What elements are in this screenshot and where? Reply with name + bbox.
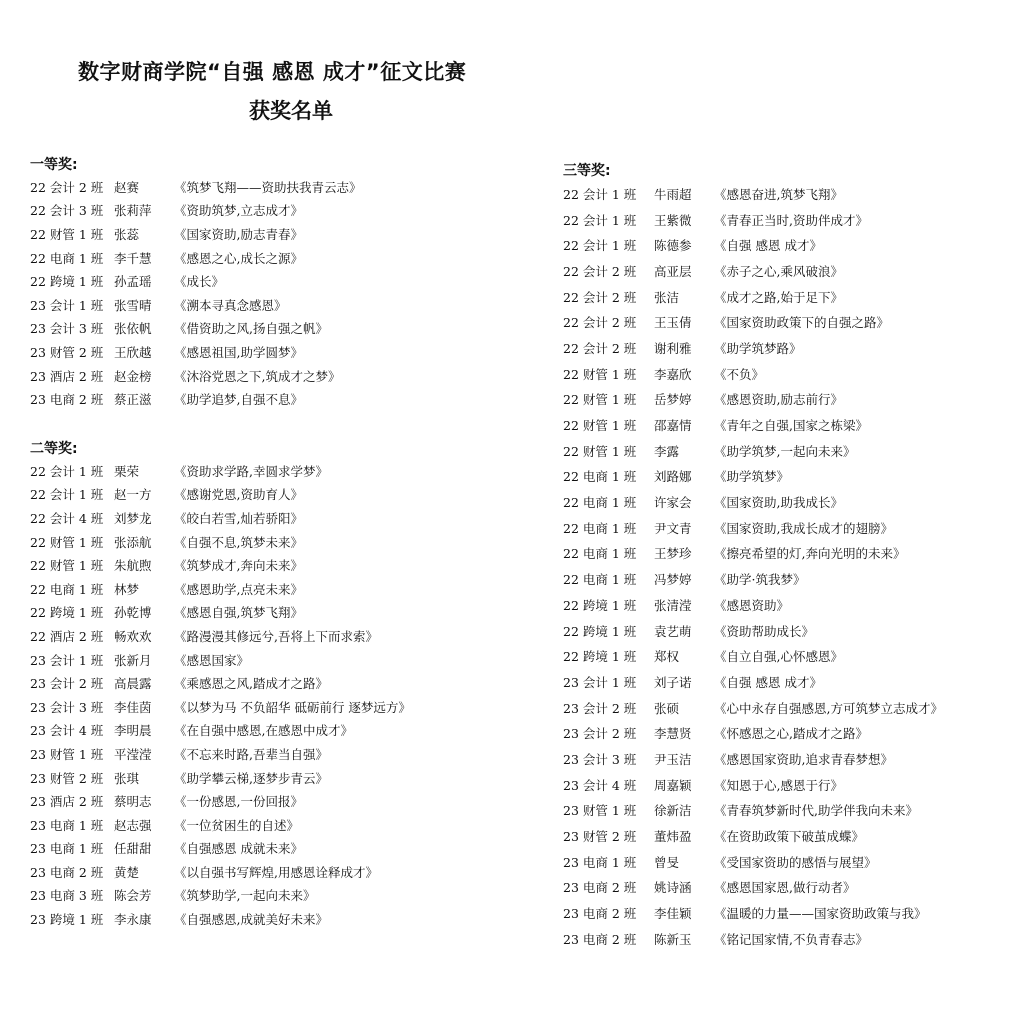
student-name: 王玉倩 (654, 315, 692, 331)
winner-row (563, 643, 943, 669)
essay-title: 《以自强书写辉煌,用感恩诠释成才》 (174, 864, 378, 880)
essay-title: 《感恩国家资助,追求青春梦想》 (714, 751, 893, 767)
class-name: 22 会计 2 班 (563, 289, 637, 305)
class-name: 23 财管 1 班 (563, 803, 637, 819)
winner-row (30, 293, 362, 317)
essay-title: 《感恩祖国,助学圆梦》 (174, 344, 303, 360)
winner-row (30, 387, 362, 411)
essay-title: 《自强 感恩 成才》 (714, 238, 822, 254)
student-name: 赵赛 (114, 179, 140, 195)
class-name: 22 财管 1 班 (563, 443, 637, 459)
winner-row (563, 798, 943, 824)
student-name: 姚诗涵 (654, 880, 692, 896)
winner-row (30, 199, 362, 223)
student-name: 蔡正滋 (114, 392, 152, 408)
class-name: 22 财管 1 班 (30, 558, 104, 574)
third-prize-heading: 三等奖: (563, 163, 611, 179)
student-name: 张蕊 (114, 226, 140, 242)
class-name: 23 跨境 1 班 (30, 912, 104, 928)
essay-title: 《赤子之心,乘风破浪》 (714, 263, 843, 279)
winner-row (30, 506, 411, 530)
class-name: 22 会计 2 班 (563, 315, 637, 331)
class-name: 23 电商 2 班 (563, 880, 637, 896)
student-name: 赵一方 (114, 487, 152, 503)
student-name: 王紫微 (654, 212, 692, 228)
class-name: 22 会计 1 班 (30, 463, 104, 479)
winner-row (563, 361, 943, 387)
class-name: 22 财管 1 班 (563, 392, 637, 408)
class-name: 22 会计 1 班 (30, 487, 104, 503)
winner-row (563, 207, 943, 233)
first-prize-heading: 一等奖: (30, 157, 78, 173)
winner-row (30, 364, 362, 388)
winner-row (563, 489, 943, 515)
class-name: 22 电商 1 班 (563, 572, 637, 588)
winner-row (30, 719, 411, 743)
winner-row (30, 695, 411, 719)
winner-row (563, 412, 943, 438)
essay-title: 《筑梦助学,一起向未来》 (174, 888, 316, 904)
student-name: 李慧贤 (654, 726, 692, 742)
class-name: 23 会计 4 班 (563, 777, 637, 793)
winner-row (30, 742, 411, 766)
student-name: 张依帆 (114, 321, 152, 337)
winner-row (30, 837, 411, 861)
student-name: 陈德参 (654, 238, 692, 254)
student-name: 徐新洁 (654, 803, 692, 819)
student-name: 李佳茵 (114, 699, 152, 715)
essay-title: 《成才之路,始于足下》 (714, 289, 843, 305)
student-name: 刘路娜 (654, 469, 692, 485)
class-name: 22 财管 1 班 (30, 534, 104, 550)
essay-title: 《助学追梦,自强不息》 (174, 392, 303, 408)
student-name: 赵金榜 (114, 368, 152, 384)
winner-row (30, 766, 411, 790)
class-name: 23 会计 1 班 (30, 652, 104, 668)
essay-title: 《温暖的力量——国家资助政策与我》 (714, 906, 927, 922)
student-name: 陈新玉 (654, 931, 692, 947)
class-name: 22 会计 4 班 (30, 510, 104, 526)
essay-title: 《不忘来时路,吾辈当自强》 (174, 746, 328, 762)
student-name: 高亚层 (654, 263, 692, 279)
essay-title: 《助学筑梦,一起向未来》 (714, 443, 856, 459)
essay-title: 《青春正当时,资助伴成才》 (714, 212, 868, 228)
essay-title: 《感恩助学,点亮未来》 (174, 581, 303, 597)
student-name: 孙乾博 (114, 605, 152, 621)
student-name: 蔡明志 (114, 794, 152, 810)
winner-row (30, 269, 362, 293)
essay-title: 《以梦为马 不负韶华 砥砺前行 逐梦远方》 (174, 699, 411, 715)
student-name: 李千慧 (114, 250, 152, 266)
student-name: 岳梦婷 (654, 392, 692, 408)
essay-title: 《沐浴党恩之下,筑成才之梦》 (174, 368, 341, 384)
essay-title: 《感恩资助》 (714, 597, 790, 613)
class-name: 23 电商 1 班 (30, 817, 104, 833)
student-name: 黄楚 (114, 864, 140, 880)
student-name: 冯梦婷 (654, 572, 692, 588)
class-name: 23 会计 3 班 (30, 699, 104, 715)
essay-title: 《在资助政策下破茧成蝶》 (714, 829, 865, 845)
student-name: 任甜甜 (114, 841, 152, 857)
class-name: 23 电商 2 班 (30, 864, 104, 880)
essay-title: 《国家资助,助我成长》 (714, 495, 843, 511)
class-name: 23 会计 1 班 (563, 674, 637, 690)
class-name: 23 财管 2 班 (30, 344, 104, 360)
essay-title: 《自强感恩 成就未来》 (174, 841, 303, 857)
winner-row (30, 884, 411, 908)
student-name: 李永康 (114, 912, 152, 928)
student-name: 邵嘉情 (654, 418, 692, 434)
winner-row (563, 592, 943, 618)
student-name: 平滢滢 (114, 746, 152, 762)
essay-title: 《铭记国家情,不负青春志》 (714, 931, 868, 947)
essay-title: 《一位贫困生的自述》 (174, 817, 300, 833)
essay-title: 《筑梦飞翔——资助扶我青云志》 (174, 179, 362, 195)
student-name: 孙孟瑶 (114, 274, 152, 290)
student-name: 谢利雅 (654, 340, 692, 356)
essay-title: 《一份感恩,一份回报》 (174, 794, 303, 810)
class-name: 23 会计 2 班 (30, 676, 104, 692)
essay-title: 《感恩自强,筑梦飞翔》 (174, 605, 303, 621)
class-name: 22 财管 1 班 (563, 418, 637, 434)
winner-row (563, 669, 943, 695)
class-name: 22 跨境 1 班 (563, 623, 637, 639)
essay-title: 《资助筑梦,立志成才》 (174, 203, 303, 219)
second-prize-heading: 二等奖: (30, 441, 78, 457)
class-name: 22 电商 1 班 (30, 581, 104, 597)
student-name: 陈会芳 (114, 888, 152, 904)
student-name: 张硕 (654, 700, 680, 716)
student-name: 曾旻 (654, 854, 680, 870)
essay-title: 《助学攀云梯,逐梦步青云》 (174, 770, 328, 786)
student-name: 赵志强 (114, 817, 152, 833)
essay-title: 《助学·筑我梦》 (714, 572, 806, 588)
class-name: 23 电商 3 班 (30, 888, 104, 904)
class-name: 23 会计 2 班 (563, 700, 637, 716)
student-name: 李佳颖 (654, 906, 692, 922)
essay-title: 《国家资助政策下的自强之路》 (714, 315, 890, 331)
winner-row (30, 577, 411, 601)
winner-row (30, 601, 411, 625)
class-name: 23 电商 2 班 (563, 931, 637, 947)
essay-title: 《溯本寻真念感恩》 (174, 297, 287, 313)
essay-title: 《自强 感恩 成才》 (714, 674, 822, 690)
essay-title: 《青春筑梦新时代,助学伴我向未来》 (714, 803, 918, 819)
student-name: 林梦 (114, 581, 140, 597)
winner-row (563, 772, 943, 798)
class-name: 22 跨境 1 班 (30, 274, 104, 290)
winner-row (563, 823, 943, 849)
student-name: 郑权 (654, 649, 680, 665)
class-name: 22 电商 1 班 (563, 546, 637, 562)
third-prize-list (563, 181, 943, 952)
class-name: 22 财管 1 班 (563, 366, 637, 382)
winner-row (563, 541, 943, 567)
essay-title: 《感恩资助,励志前行》 (714, 392, 843, 408)
winner-row (563, 618, 943, 644)
student-name: 栗荣 (114, 463, 140, 479)
winner-row (563, 566, 943, 592)
class-name: 22 会计 2 班 (563, 263, 637, 279)
winner-row (30, 222, 362, 246)
essay-title: 《助学筑梦路》 (714, 340, 802, 356)
essay-title: 《自强不息,筑梦未来》 (174, 534, 303, 550)
winner-row (30, 813, 411, 837)
winner-row (30, 483, 411, 507)
student-name: 尹玉洁 (654, 751, 692, 767)
essay-title: 《自立自强,心怀感恩》 (714, 649, 843, 665)
winner-row (30, 648, 411, 672)
class-name: 22 财管 1 班 (30, 226, 104, 242)
winner-row (30, 246, 362, 270)
student-name: 许家会 (654, 495, 692, 511)
student-name: 朱航煦 (114, 558, 152, 574)
essay-title: 《乘感恩之风,踏成才之路》 (174, 676, 328, 692)
student-name: 刘子诺 (654, 674, 692, 690)
essay-title: 《擦亮希望的灯,奔向光明的未来》 (714, 546, 906, 562)
class-name: 22 电商 1 班 (30, 250, 104, 266)
essay-title: 《不负》 (714, 366, 765, 382)
class-name: 22 会计 3 班 (30, 203, 104, 219)
essay-title: 《资助帮助成长》 (714, 623, 815, 639)
winner-row (30, 317, 362, 341)
class-name: 23 会计 4 班 (30, 723, 104, 739)
essay-title: 《国家资助,励志青春》 (174, 226, 303, 242)
student-name: 尹文青 (654, 520, 692, 536)
student-name: 张清滢 (654, 597, 692, 613)
first-prize-list (30, 175, 362, 411)
student-name: 王欣越 (114, 344, 152, 360)
student-name: 牛雨超 (654, 186, 692, 202)
winner-row (30, 671, 411, 695)
class-name: 23 电商 1 班 (563, 854, 637, 870)
essay-title: 《受国家资助的感悟与展望》 (714, 854, 877, 870)
winner-row (563, 746, 943, 772)
winner-row (563, 309, 943, 335)
essay-title: 《在自强中感恩,在感恩中成才》 (174, 723, 353, 739)
winner-row (30, 175, 362, 199)
class-name: 23 财管 2 班 (30, 770, 104, 786)
class-name: 22 会计 1 班 (563, 186, 637, 202)
winner-row (563, 181, 943, 207)
essay-title: 《借资助之风,扬自强之帆》 (174, 321, 328, 337)
essay-title: 《心中永存自强感恩,方可筑梦立志成才》 (714, 700, 943, 716)
student-name: 张琪 (114, 770, 140, 786)
essay-title: 《筑梦成才,奔向未来》 (174, 558, 303, 574)
winner-row (30, 530, 411, 554)
winner-row (563, 335, 943, 361)
essay-title: 《感恩之心,成长之源》 (174, 250, 303, 266)
essay-title: 《国家资助,我成长成才的翅膀》 (714, 520, 893, 536)
winner-row (30, 459, 411, 483)
winner-row (563, 464, 943, 490)
student-name: 张洁 (654, 289, 680, 305)
student-name: 刘梦龙 (114, 510, 152, 526)
class-name: 23 财管 1 班 (30, 746, 104, 762)
class-name: 23 电商 2 班 (30, 392, 104, 408)
essay-title: 《青年之自强,国家之栋梁》 (714, 418, 868, 434)
second-prize-list (30, 459, 411, 931)
winner-row (563, 387, 943, 413)
class-name: 22 酒店 2 班 (30, 628, 104, 644)
essay-title: 《感谢党恩,资助育人》 (174, 487, 303, 503)
class-name: 23 酒店 2 班 (30, 368, 104, 384)
class-name: 22 会计 1 班 (563, 212, 637, 228)
student-name: 李嘉欣 (654, 366, 692, 382)
essay-title: 《助学筑梦》 (714, 469, 790, 485)
student-name: 周嘉颖 (654, 777, 692, 793)
student-name: 张新月 (114, 652, 152, 668)
student-name: 畅欢欢 (114, 628, 152, 644)
student-name: 张添航 (114, 534, 152, 550)
class-name: 22 电商 1 班 (563, 469, 637, 485)
winner-row (563, 232, 943, 258)
essay-title: 《感恩国家恩,做行动者》 (714, 880, 856, 896)
winner-row (563, 695, 943, 721)
essay-title: 《资助求学路,幸圆求学梦》 (174, 463, 328, 479)
winner-row (563, 515, 943, 541)
student-name: 高晨露 (114, 676, 152, 692)
winner-row (30, 907, 411, 931)
class-name: 23 电商 2 班 (563, 906, 637, 922)
class-name: 23 会计 3 班 (563, 751, 637, 767)
student-name: 袁艺萌 (654, 623, 692, 639)
class-name: 22 会计 2 班 (30, 179, 104, 195)
winner-row (563, 926, 943, 952)
winner-row (30, 624, 411, 648)
class-name: 22 跨境 1 班 (563, 649, 637, 665)
essay-title: 《知恩于心,感恩于行》 (714, 777, 843, 793)
class-name: 23 财管 2 班 (563, 829, 637, 845)
winner-row (563, 875, 943, 901)
essay-title: 《成长》 (174, 274, 225, 290)
winner-row (563, 720, 943, 746)
essay-title: 《怀感恩之心,踏成才之路》 (714, 726, 868, 742)
winner-row (563, 284, 943, 310)
document-title: 数字财商学院“自强 感恩 成才”征文比赛 (78, 60, 467, 84)
winner-row (563, 438, 943, 464)
class-name: 23 会计 1 班 (30, 297, 104, 313)
class-name: 23 酒店 2 班 (30, 794, 104, 810)
class-name: 22 跨境 1 班 (563, 597, 637, 613)
class-name: 23 会计 3 班 (30, 321, 104, 337)
winner-row (563, 900, 943, 926)
winner-row (30, 860, 411, 884)
class-name: 23 会计 2 班 (563, 726, 637, 742)
winner-row (30, 553, 411, 577)
class-name: 22 会计 2 班 (563, 340, 637, 356)
class-name: 22 跨境 1 班 (30, 605, 104, 621)
student-name: 张莉萍 (114, 203, 152, 219)
class-name: 22 会计 1 班 (563, 238, 637, 254)
class-name: 23 电商 1 班 (30, 841, 104, 857)
student-name: 李明晨 (114, 723, 152, 739)
student-name: 王梦珍 (654, 546, 692, 562)
winner-row (30, 340, 362, 364)
student-name: 董炜盈 (654, 829, 692, 845)
winner-row (563, 849, 943, 875)
essay-title: 《感恩奋进,筑梦飞翔》 (714, 186, 843, 202)
essay-title: 《自强感恩,成就美好未来》 (174, 912, 328, 928)
class-name: 22 电商 1 班 (563, 520, 637, 536)
document-subtitle: 获奖名单 (249, 99, 333, 123)
winner-row (563, 258, 943, 284)
student-name: 李露 (654, 443, 680, 459)
essay-title: 《皎白若雪,灿若骄阳》 (174, 510, 303, 526)
essay-title: 《感恩国家》 (174, 652, 250, 668)
student-name: 张雪晴 (114, 297, 152, 313)
winner-row (30, 789, 411, 813)
essay-title: 《路漫漫其修远兮,吾将上下而求索》 (174, 628, 378, 644)
class-name: 22 电商 1 班 (563, 495, 637, 511)
